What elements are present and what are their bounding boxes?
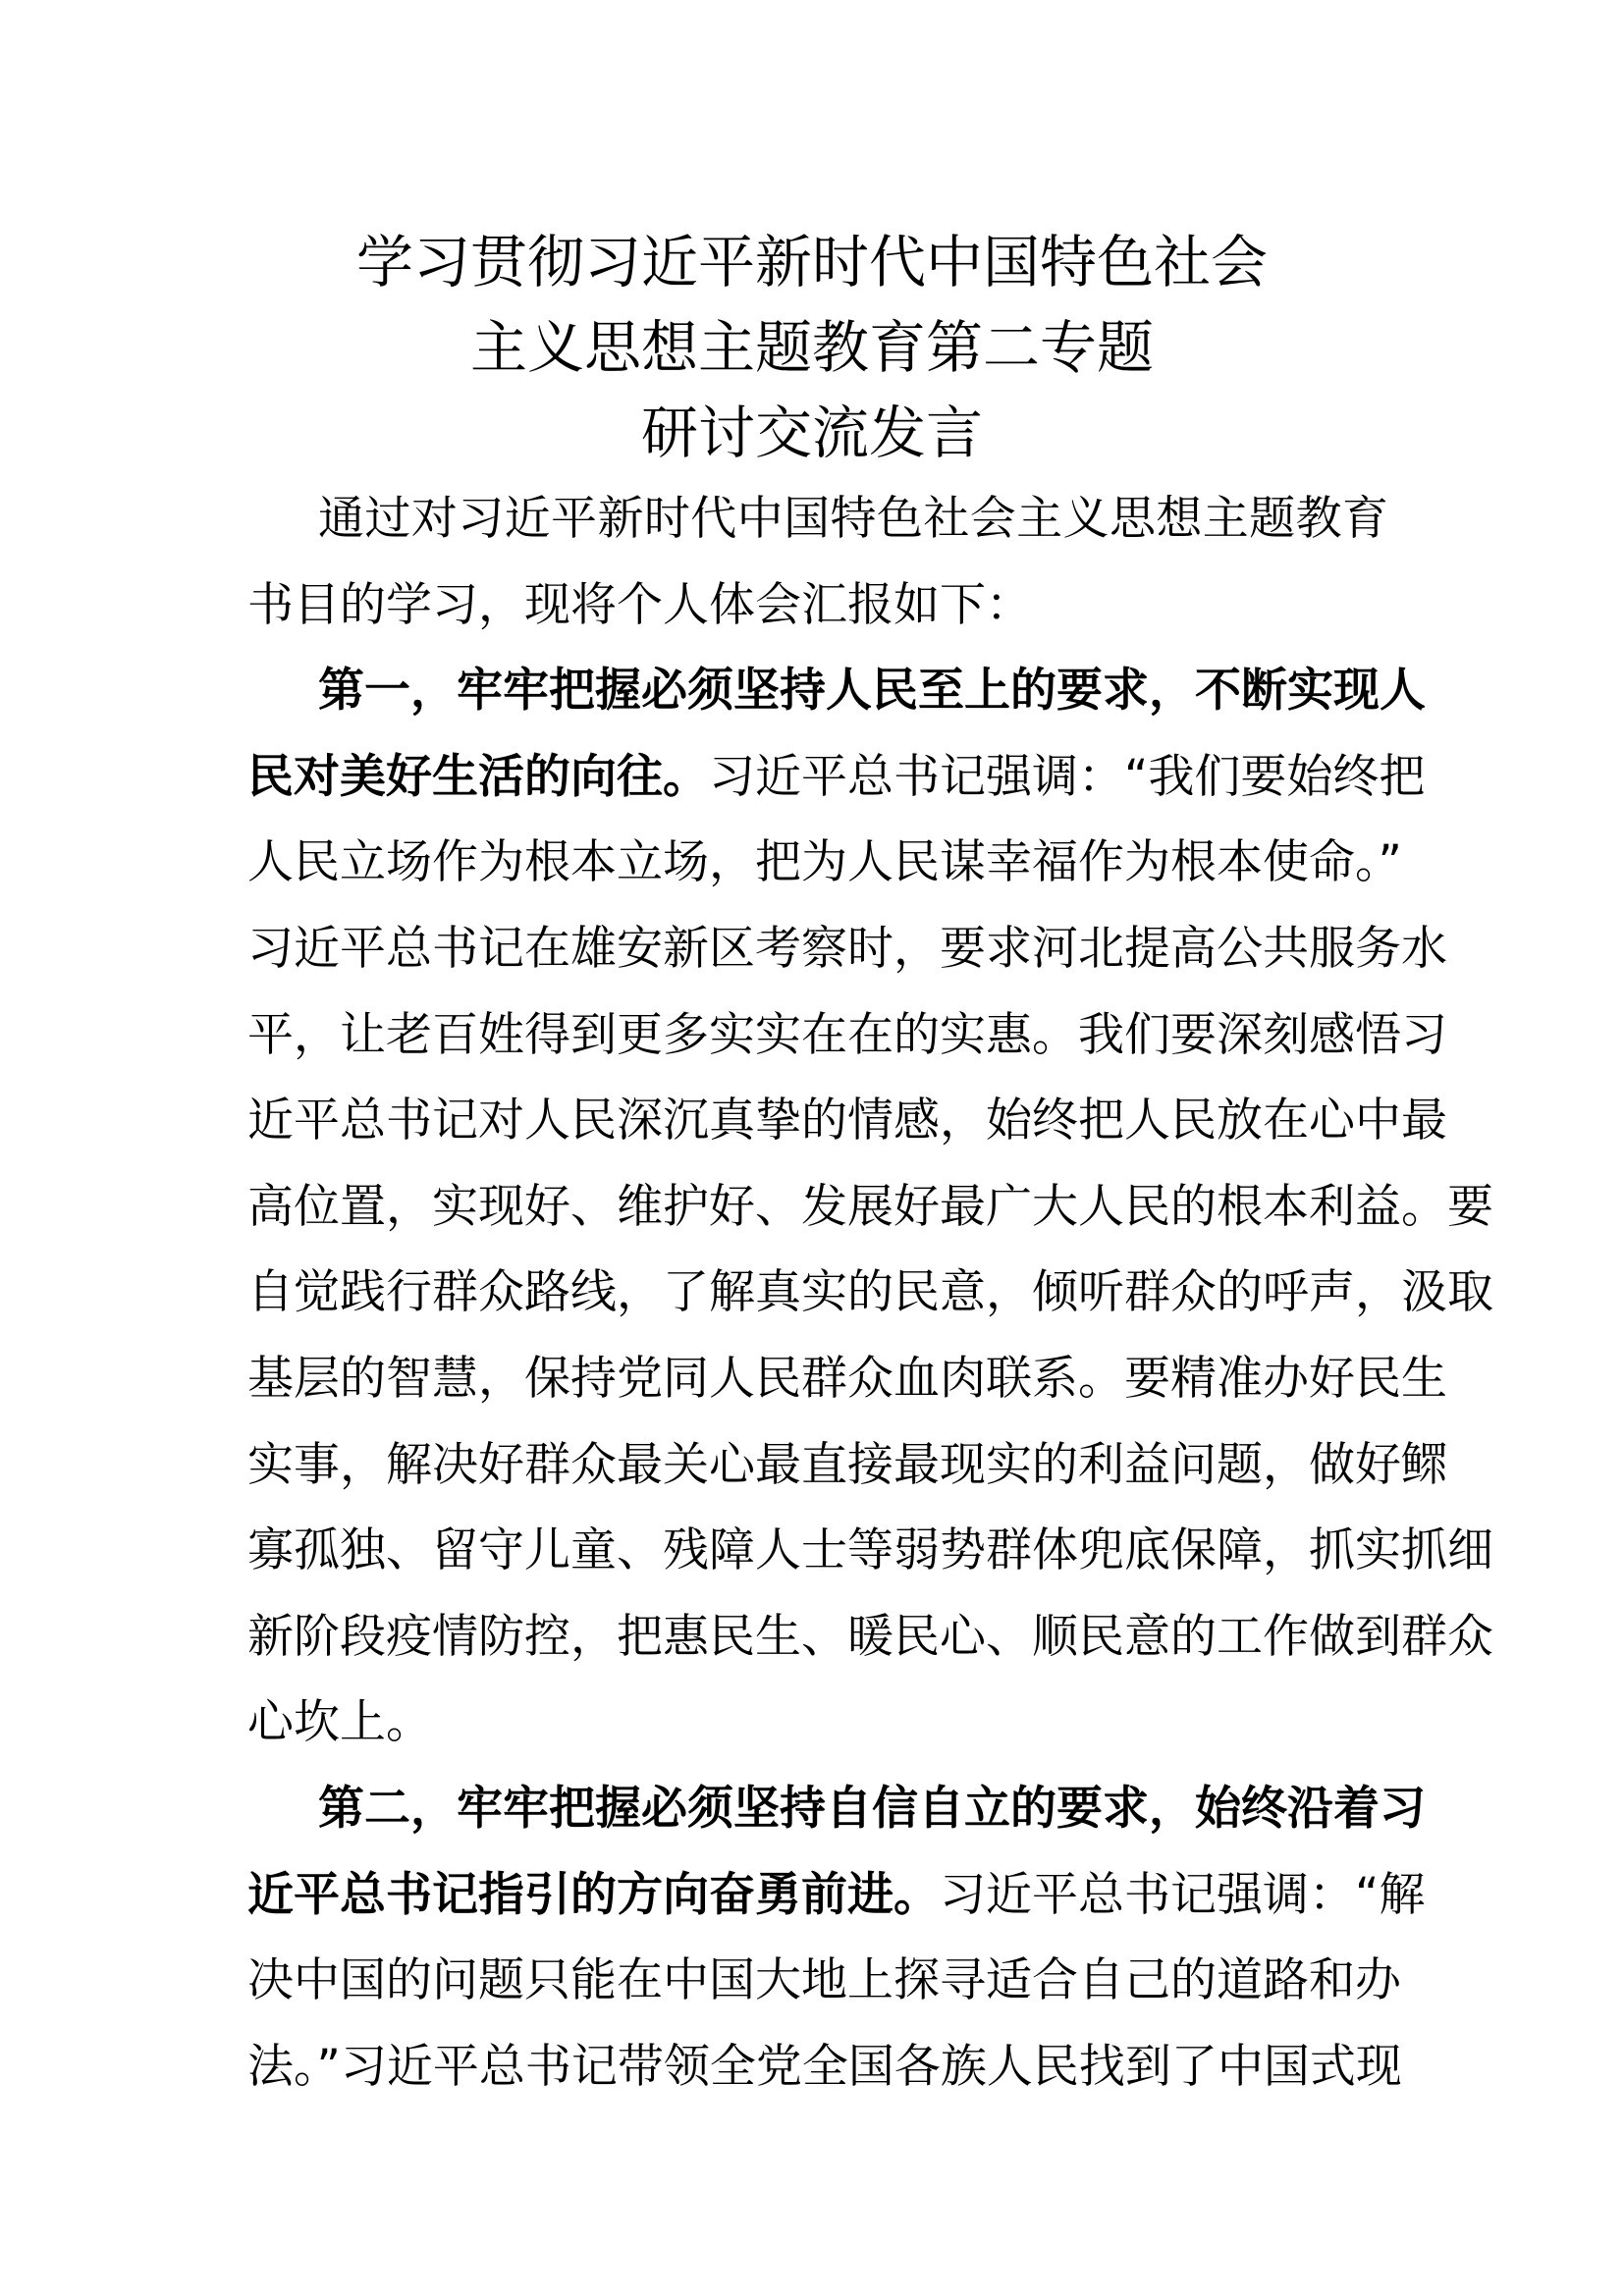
text-line <box>247 992 1447 1079</box>
body-text: 近平总书记对人民深沉真挚的情感，始终把人民放在心中最 <box>247 1094 1447 1148</box>
body-text: 人民立场作为根本立场，把为人民谋幸福作为根本使命。” <box>247 835 1402 890</box>
body-text: 新阶段疫情防控，把惠民生、暖民心、顺民意的工作做到群众 <box>247 1609 1493 1664</box>
text-line <box>247 1164 1493 1251</box>
document-body <box>247 476 1493 2109</box>
text-line <box>247 734 1426 821</box>
document-title <box>0 220 1624 476</box>
body-text: 书目的学习，现将个人体会汇报如下： <box>247 577 1032 632</box>
text-line <box>247 1422 1447 1509</box>
bold-heading-text: 近平总书记指引的方向奋勇前进。 <box>247 1867 940 1922</box>
title-line: 研讨交流发言 <box>640 400 983 466</box>
bold-heading-text: 第一，牢牢把握必须坚持人民至上的要求，不断实现人 <box>318 664 1426 719</box>
text-line <box>247 1938 1401 2024</box>
body-text: 平，让老百姓得到更多实实在在的实惠。我们要深刻感悟习 <box>247 1007 1447 1062</box>
text-line <box>247 1336 1447 1422</box>
title-line: 主义思想主题教育第二专题 <box>469 314 1154 381</box>
text-line <box>247 1078 1447 1164</box>
body-text: 习近平总书记在雄安新区考察时，要求河北提高公共服务水 <box>247 921 1447 976</box>
text-line <box>247 2024 1402 2110</box>
text-line <box>247 1680 1388 1766</box>
text-line <box>247 1594 1493 1681</box>
text-line <box>247 906 1447 992</box>
body-text: 习近平总书记强调：“我们要始终把 <box>709 749 1426 804</box>
body-text: 法。”习近平总书记带领全党全国各族人民找到了中国式现 <box>247 2039 1402 2094</box>
body-text: 决中国的问题只能在中国大地上探寻适合自己的道路和办 <box>247 1953 1401 2008</box>
body-text: 自觉践行群众路线，了解真实的民意，倾听群众的呼声，汲取 <box>247 1265 1493 1320</box>
title-line: 学习贯彻习近平新时代中国特色社会 <box>355 229 1268 295</box>
text-line <box>247 648 1426 734</box>
body-text: 习近平总书记强调：“解 <box>940 1867 1426 1922</box>
bold-heading-text: 民对美好生活的向往。 <box>247 749 709 804</box>
bold-heading-text: 第二，牢牢把握必须坚持自信自立的要求，始终沿着习 <box>318 1781 1426 1836</box>
body-text: 高位置，实现好、维护好、发展好最广大人民的根本利益。要 <box>247 1179 1493 1234</box>
body-text: 实事，解决好群众最关心最直接最现实的利益问题，做好鳏 <box>247 1437 1447 1492</box>
text-line <box>247 820 1402 906</box>
text-line <box>247 562 1388 649</box>
body-text: 心坎上。 <box>247 1695 432 1750</box>
text-line <box>247 1852 1426 1939</box>
body-text: 寡孤独、留守儿童、残障人士等弱势群体兜底保障，抓实抓细 <box>247 1523 1493 1578</box>
text-line <box>247 476 1388 562</box>
text-line <box>247 1508 1493 1594</box>
text-line <box>247 1250 1493 1336</box>
body-text: 通过对习近平新时代中国特色社会主义思想主题教育 <box>318 492 1388 546</box>
text-line <box>247 1766 1426 1852</box>
body-text: 基层的智慧，保持党同人民群众血肉联系。要精准办好民生 <box>247 1351 1447 1406</box>
